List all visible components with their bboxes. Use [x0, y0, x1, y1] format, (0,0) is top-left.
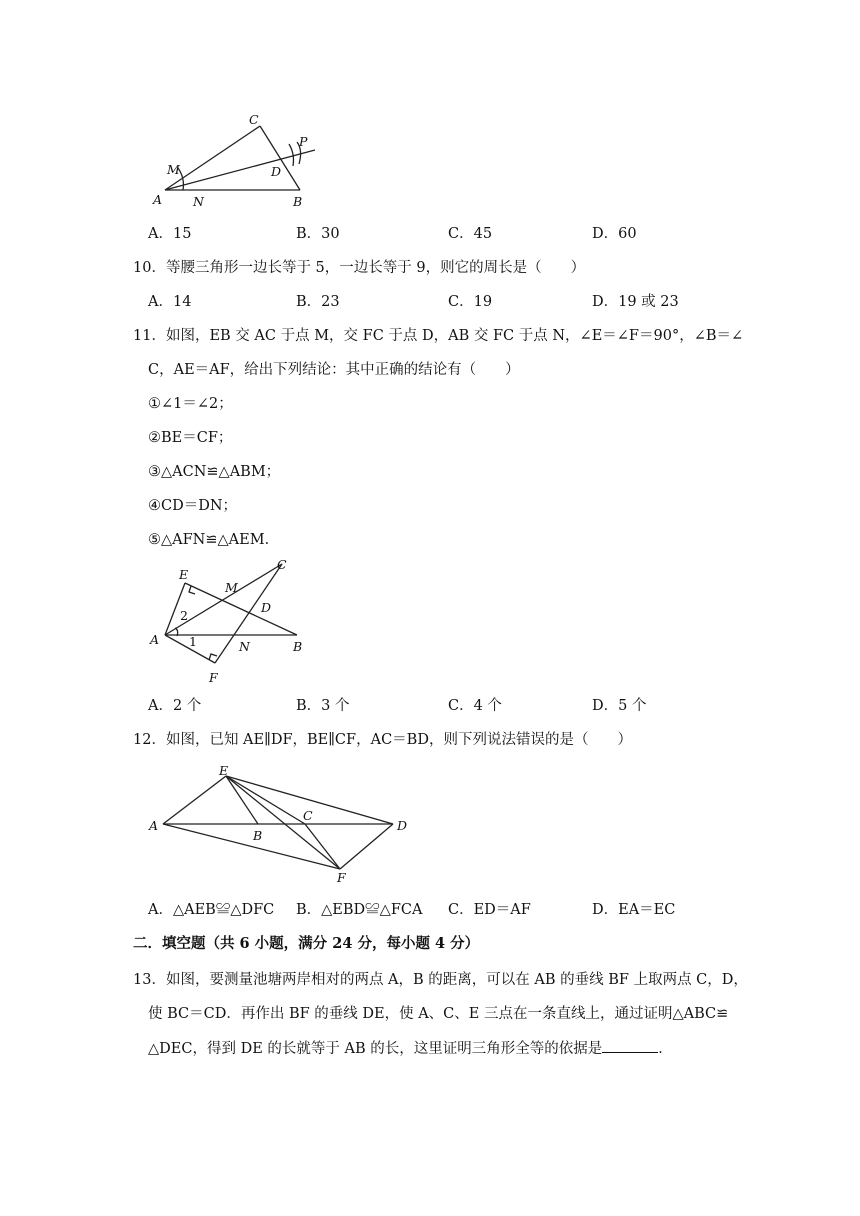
- q11-option-c: C．4 个: [448, 698, 502, 714]
- q9-label-N: N: [193, 194, 204, 209]
- q11-statement-4: ④CD＝DN；: [148, 498, 238, 514]
- q11-stem-line1: 11．如图，EB 交 AC 于点 M，交 FC 于点 D，AB 交 FC 于点 N，∠E＝∠F＝90°，∠B＝∠: [133, 328, 744, 344]
- q9-options: [148, 224, 748, 244]
- q11-label-A: A: [150, 632, 160, 647]
- q13-line3-text: △DEC，得到 DE 的长就等于 AB 的长，这里证明三角形全等的依据是: [148, 1041, 603, 1057]
- q11-label-M: M: [225, 580, 238, 595]
- q11-statement-5: ⑤△AFN≌△AEM．: [148, 532, 280, 548]
- q9-option-a: A．15: [148, 226, 192, 242]
- q12-label-C: C: [303, 808, 313, 823]
- q11-statement-2: ②BE＝CF；: [148, 430, 233, 446]
- q9-label-B: B: [293, 194, 303, 209]
- q12-option-d: D．EA＝EC: [592, 902, 676, 918]
- q10-option-a: A．14: [148, 294, 192, 310]
- q11-label-D: D: [261, 600, 272, 615]
- q9-option-b: B．30: [296, 226, 340, 242]
- q9-label-P: P: [299, 134, 308, 149]
- q10-option-b: B．23: [296, 294, 340, 310]
- q11-label-1: 1: [189, 634, 197, 649]
- q10-stem: 10．等腰三角形一边长等于 5，一边长等于 9，则它的周长是（ ）: [133, 260, 586, 276]
- q11-label-C: C: [277, 557, 287, 572]
- q11-option-b: B．3 个: [296, 698, 350, 714]
- q13-line2: 使 BC＝CD．再作出 BF 的垂线 DE，使 A、C、E 三点在一条直线上，通过证明△ABC≌: [148, 1006, 729, 1022]
- q13-line3: [148, 1038, 673, 1059]
- q12-label-A: A: [149, 818, 159, 833]
- q13-line3-end: ．: [658, 1041, 673, 1057]
- q13-line1: 13．如图，要测量池塘两岸相对的两点 A，B 的距离，可以在 AB 的垂线 BF 上取两点 C，D，: [133, 972, 748, 988]
- q12-option-b: B．△EBD≌△FCA: [296, 902, 423, 918]
- q11-options: [148, 696, 748, 716]
- q12-label-F: F: [337, 870, 346, 885]
- q10-option-d: D．19 或 23: [592, 294, 679, 310]
- q12-option-c: C．ED＝AF: [448, 902, 531, 918]
- q9-label-D: D: [271, 164, 282, 179]
- q11-label-N: N: [239, 639, 250, 654]
- q9-option-d: D．60: [592, 226, 637, 242]
- q12-option-a: A．△AEB≌△DFC: [148, 902, 275, 918]
- q9-figure: [145, 108, 325, 213]
- q11-label-B: B: [293, 639, 303, 654]
- q12-label-B: B: [253, 828, 263, 843]
- q12-options: [148, 900, 748, 920]
- section2-heading: 二．填空题（共 6 小题，满分 24 分，每小题 4 分）: [133, 935, 480, 952]
- q11-statement-3: ③△ACN≌△ABM；: [148, 464, 281, 480]
- q12-stem: 12．如图，已知 AE∥DF，BE∥CF，AC＝BD，则下列说法错误的是（ ）: [133, 732, 632, 748]
- q12-figure: [145, 762, 420, 887]
- q12-label-D: D: [397, 818, 408, 833]
- q11-stem-line2: C，AE＝AF，给出下列结论：其中正确的结论有（ ）: [148, 362, 520, 378]
- q11-option-d: D．5 个: [592, 698, 647, 714]
- q11-figure: [145, 556, 315, 688]
- q12-label-E: E: [219, 763, 229, 778]
- q11-label-E: E: [179, 567, 189, 582]
- q10-options: [148, 292, 748, 312]
- q13-answer-blank: [602, 1038, 658, 1053]
- q9-option-c: C．45: [448, 226, 493, 242]
- q9-label-C: C: [249, 112, 259, 127]
- q11-option-a: A．2 个: [148, 698, 202, 714]
- q11-label-F: F: [209, 670, 218, 685]
- q9-label-A: A: [153, 192, 163, 207]
- q11-statement-1: ①∠1＝∠2；: [148, 396, 233, 412]
- q11-label-2: 2: [180, 608, 188, 623]
- q9-label-M: M: [167, 162, 180, 177]
- q10-option-c: C．19: [448, 294, 493, 310]
